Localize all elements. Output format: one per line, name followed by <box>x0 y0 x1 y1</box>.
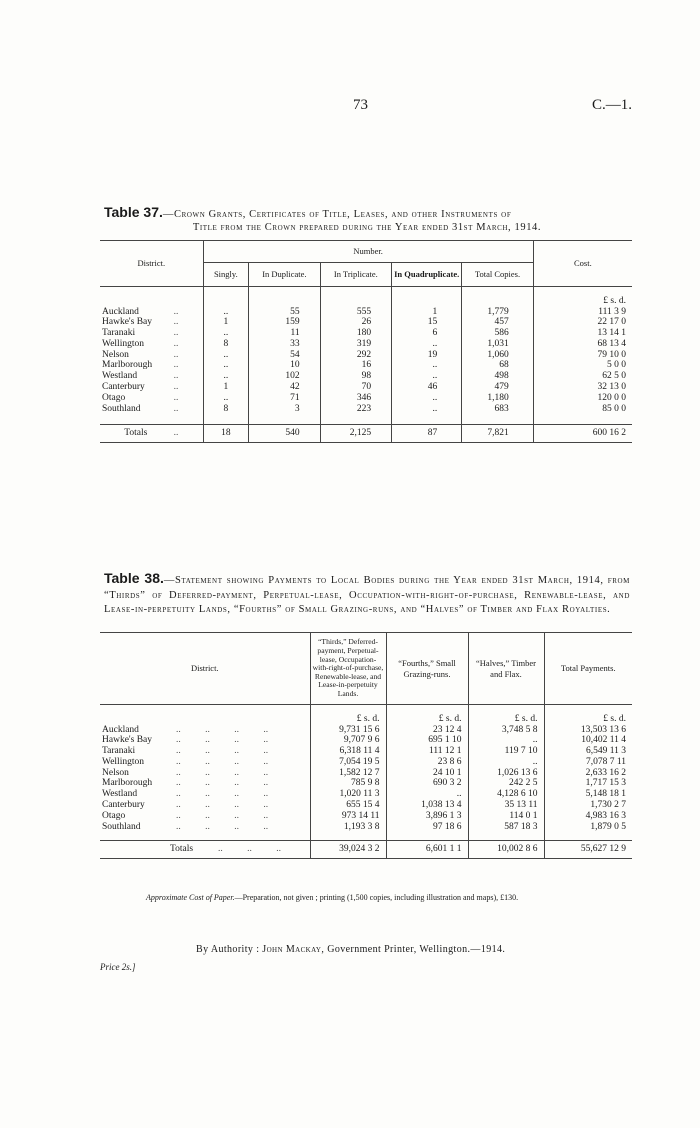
t38-total: 13,503 13 6 <box>580 724 626 735</box>
t38-leader-dots: .. .. .. .. <box>176 756 269 767</box>
t38-halves: 4,128 6 10 <box>468 789 544 800</box>
table38 <box>100 632 632 859</box>
t38-district-cell <box>100 789 310 800</box>
t37-singly: .. <box>203 360 249 371</box>
t37-duplicate: 3 <box>249 404 320 415</box>
totals-row <box>100 840 632 858</box>
t38-district: Hawke's Bay <box>102 735 152 746</box>
price: Price 2s.] <box>100 962 136 972</box>
t38-total: 4,983 16 3 <box>585 810 626 821</box>
table38-title-text: —Statement showing Payments to Local Bodies during the Year ended 31st March, 1914, from “Thirds” of Deferred-payment, Perpetual-lease, Occupation-with-right-of-purchase, Renewable-lease, and Lease-in-perpetuity Lands, “Fourths” of Small Grazing-runs, and “Halves” of Timber and Flax Royalties. <box>104 575 630 615</box>
table37-title-line2: Title from the Crown prepared during the Year ended 31st March, 1914. <box>192 222 542 233</box>
t37-singly: 8 <box>203 339 249 350</box>
t37-total-quadruplicate: 87 <box>392 424 462 442</box>
t38-district: Westland <box>102 789 138 800</box>
t38-header-thirds: “Thirds,” Deferred-payment, Perpetual-lease, Occupation-with-right-of-purchase, Renewable-lease, and Lease-in-perpetuity Lands. <box>310 633 386 705</box>
t37-cost: 85 0 0 <box>602 403 626 414</box>
t37-total-copies: 1,031 <box>462 339 534 350</box>
t37-triplicate: 319 <box>320 339 391 350</box>
t37-district: Nelson <box>102 349 129 360</box>
t37-total-triplicate: 2,125 <box>320 424 391 442</box>
t38-district-cell <box>100 746 310 757</box>
t38-header-fourths: “Fourths,” Small Grazing-runs. <box>386 633 468 705</box>
t37-triplicate: 223 <box>320 404 391 415</box>
t38-thirds: 1,020 11 3 <box>310 789 386 800</box>
t38-thirds: 1,193 3 8 <box>310 822 386 833</box>
t37-singly: .. <box>203 307 249 318</box>
t37-cost: 79 10 0 <box>597 349 626 360</box>
t37-total-copies: 457 <box>462 317 534 328</box>
t38-total: 1,879 0 5 <box>590 821 626 832</box>
table-row <box>100 339 632 350</box>
table38-label: Table 38. <box>104 570 164 586</box>
t38-district: Auckland <box>102 724 139 735</box>
t37-leader-dots: .. <box>172 371 203 382</box>
t38-units-thirds: £ s. d. <box>310 705 386 725</box>
t37-total-copies: 586 <box>462 328 534 339</box>
t38-thirds: 9,707 9 6 <box>310 735 386 746</box>
t37-leader-dots: .. <box>172 393 203 404</box>
t38-district: Otago <box>102 810 126 821</box>
authority-prefix: By Authority : <box>196 944 260 955</box>
t38-totals-label: Totals <box>170 844 194 855</box>
page-number: 73 <box>353 97 368 113</box>
t38-fourths: 24 10 1 <box>386 768 468 779</box>
t37-singly: 1 <box>203 317 249 328</box>
t37-total-copies: 68 <box>462 360 534 371</box>
t38-district: Taranaki <box>102 746 136 757</box>
t38-total-thirds: 39,024 3 2 <box>310 840 386 858</box>
table-row <box>100 328 632 339</box>
t38-district: Nelson <box>102 767 129 778</box>
table-row <box>100 757 632 768</box>
t37-singly: 8 <box>203 404 249 415</box>
t38-leader-dots: .. .. .. .. <box>176 746 269 757</box>
t37-quadruplicate: .. <box>392 339 462 350</box>
t37-district: Auckland <box>102 306 139 317</box>
table-row <box>100 735 632 746</box>
t38-header-halves: “Halves,” Timber and Flax. <box>468 633 544 705</box>
t37-header-quadruplicate: In Quadruplicate. <box>392 263 462 287</box>
t37-currency-units: £ s. d. <box>603 295 626 306</box>
table-row <box>100 768 632 779</box>
t37-triplicate: 292 <box>320 350 391 361</box>
t37-leader-dots: .. <box>172 360 203 371</box>
t37-singly: .. <box>203 393 249 404</box>
t37-duplicate: 11 <box>249 328 320 339</box>
table-row <box>100 800 632 811</box>
table-row <box>100 360 632 371</box>
t37-district: Westland <box>102 371 138 382</box>
t37-triplicate: 26 <box>320 317 391 328</box>
t37-header-number: Number. <box>203 241 533 263</box>
t38-halves: .. <box>468 757 544 768</box>
t37-district: Taranaki <box>102 328 136 339</box>
table-row <box>100 317 632 328</box>
t37-district: Otago <box>102 392 126 403</box>
t38-total: 1,730 2 7 <box>590 800 626 811</box>
table37-title-line1: —Crown Grants, Certificates of Title, Leases, and other Instruments of <box>162 209 512 220</box>
t37-triplicate: 346 <box>320 393 391 404</box>
t37-quadruplicate: .. <box>392 404 462 415</box>
t37-singly: .. <box>203 350 249 361</box>
t38-fourths: 1,038 13 4 <box>386 800 468 811</box>
document-reference: C.—1. <box>592 97 633 113</box>
t37-singly: 1 <box>203 382 249 393</box>
t37-total-singly: 18 <box>203 424 249 442</box>
t37-total-cost: 600 16 2 <box>533 424 632 442</box>
table-row <box>100 382 632 393</box>
t38-district-cell <box>100 757 310 768</box>
t37-triplicate: 98 <box>320 371 391 382</box>
t37-triplicate: 70 <box>320 382 391 393</box>
t37-leader-dots: .. <box>172 424 203 442</box>
t38-totals-label-cell <box>100 840 310 858</box>
t37-header-cost: Cost. <box>533 241 632 287</box>
t38-fourths: 690 3 2 <box>386 778 468 789</box>
t38-total: 5,148 18 1 <box>585 789 626 800</box>
t37-cost: 32 13 0 <box>597 382 626 393</box>
t37-quadruplicate: .. <box>392 360 462 371</box>
t38-thirds: 7,054 19 5 <box>310 757 386 768</box>
t38-district-cell <box>100 735 310 746</box>
t38-total: 7,078 7 11 <box>585 756 626 767</box>
t38-total-halves: 10,002 8 6 <box>468 840 544 858</box>
t38-thirds: 6,318 11 4 <box>310 746 386 757</box>
table-row <box>100 811 632 822</box>
table-row <box>100 778 632 789</box>
t38-header-total: Total Payments. <box>544 633 632 705</box>
t37-header-district: District. <box>100 241 203 287</box>
t37-triplicate: 180 <box>320 328 391 339</box>
t37-leader-dots: .. <box>172 317 203 328</box>
t37-total-copies: 1,779 <box>462 307 534 318</box>
t38-thirds: 785 9 8 <box>310 778 386 789</box>
t37-leader-dots: .. <box>172 404 203 415</box>
t38-fourths: 695 1 10 <box>386 735 468 746</box>
t37-header-singly: Singly. <box>203 263 249 287</box>
cost-of-paper-text: —Preparation, not given ; printing (1,500 copies, including illustration and maps), £130. <box>234 893 519 902</box>
t37-duplicate: 54 <box>249 350 320 361</box>
t37-leader-dots: .. <box>172 339 203 350</box>
t38-thirds: 973 14 11 <box>310 811 386 822</box>
t38-halves: 114 0 1 <box>468 811 544 822</box>
table-row <box>100 746 632 757</box>
t38-fourths: 23 8 6 <box>386 757 468 768</box>
table-row <box>100 789 632 800</box>
t38-district: Marlborough <box>102 778 153 789</box>
t37-quadruplicate: 19 <box>392 350 462 361</box>
t37-duplicate: 42 <box>249 382 320 393</box>
t38-fourths: 23 12 4 <box>386 725 468 736</box>
t37-district: Southland <box>102 403 141 414</box>
t38-district: Canterbury <box>102 800 145 811</box>
t37-quadruplicate: .. <box>392 393 462 404</box>
t38-total: 2,633 16 2 <box>585 767 626 778</box>
t37-leader-dots: .. <box>172 350 203 361</box>
t37-cost: 5 0 0 <box>607 360 626 371</box>
t38-halves: 119 7 10 <box>468 746 544 757</box>
t38-halves: .. <box>468 735 544 746</box>
table-row <box>100 822 632 833</box>
cost-of-paper-note <box>146 893 518 902</box>
table37 <box>100 240 632 443</box>
t37-total-copies-sum: 7,821 <box>462 424 534 442</box>
t37-duplicate: 102 <box>249 371 320 382</box>
t38-halves: 3,748 5 8 <box>468 725 544 736</box>
table-row <box>100 393 632 404</box>
t37-singly: .. <box>203 328 249 339</box>
t38-total-fourths: 6,601 1 1 <box>386 840 468 858</box>
t37-header-duplicate: In Duplicate. <box>249 263 320 287</box>
t38-units-fourths: £ s. d. <box>386 705 468 725</box>
printer-name: John Mackay, <box>262 944 325 955</box>
t37-cost: 22 17 0 <box>597 317 626 328</box>
t37-header-total-copies: Total Copies. <box>462 263 534 287</box>
t37-duplicate: 159 <box>249 317 320 328</box>
t38-leader-dots: .. .. .. .. <box>176 778 269 789</box>
t38-total: 6,549 11 3 <box>585 746 626 757</box>
t37-total-duplicate: 540 <box>249 424 320 442</box>
t37-cost: 13 14 1 <box>597 328 626 339</box>
t37-totals-label: Totals <box>100 424 172 442</box>
t37-duplicate: 71 <box>249 393 320 404</box>
t37-district: Wellington <box>102 338 144 349</box>
authority-suffix: Government Printer, Wellington.—1914. <box>327 944 506 955</box>
t38-units-halves: £ s. d. <box>468 705 544 725</box>
t38-district: Wellington <box>102 756 144 767</box>
t38-fourths: .. <box>386 789 468 800</box>
t38-district-cell <box>100 725 310 736</box>
t38-total: 1,717 15 3 <box>585 778 626 789</box>
t37-cost: 120 0 0 <box>597 392 626 403</box>
t37-quadruplicate: 15 <box>392 317 462 328</box>
table37-title <box>104 206 630 234</box>
t37-duplicate: 10 <box>249 360 320 371</box>
t37-triplicate: 555 <box>320 307 391 318</box>
t37-total-copies: 1,060 <box>462 350 534 361</box>
table37-label: Table 37. <box>104 204 163 220</box>
t38-units-total: £ s. d. <box>603 713 626 724</box>
t37-district: Canterbury <box>102 382 145 393</box>
t38-thirds: 1,582 12 7 <box>310 768 386 779</box>
t38-header-district: District. <box>100 633 310 705</box>
t37-total-copies: 498 <box>462 371 534 382</box>
t37-district: Hawke's Bay <box>102 317 152 328</box>
authority-line <box>196 944 505 955</box>
t38-leader-dots: .. .. .. .. <box>176 735 269 746</box>
t38-fourths: 97 18 6 <box>386 822 468 833</box>
table-row <box>100 350 632 361</box>
t37-leader-dots: .. <box>172 382 203 393</box>
table-row <box>100 404 632 415</box>
t38-district-cell <box>100 778 310 789</box>
t37-cost: 111 3 9 <box>598 306 626 317</box>
t37-cost: 62 5 0 <box>602 371 626 382</box>
t38-district-cell <box>100 822 310 833</box>
t38-leader-dots: .. .. .. .. <box>176 821 269 832</box>
table-row <box>100 307 632 318</box>
t38-thirds: 655 15 4 <box>310 800 386 811</box>
t38-halves: 242 2 5 <box>468 778 544 789</box>
t37-cost: 68 13 4 <box>597 338 626 349</box>
t38-thirds: 9,731 15 6 <box>310 725 386 736</box>
cost-of-paper-label: Approximate Cost of Paper. <box>146 893 235 902</box>
t37-quadruplicate: 46 <box>392 382 462 393</box>
t37-duplicate: 55 <box>249 307 320 318</box>
t38-district: Southland <box>102 821 141 832</box>
t37-quadruplicate: 1 <box>392 307 462 318</box>
t38-leader-dots: .. .. .. .. <box>176 724 269 735</box>
t37-header-triplicate: In Triplicate. <box>320 263 391 287</box>
t37-total-copies: 479 <box>462 382 534 393</box>
t37-district: Marlborough <box>102 360 153 371</box>
table-row <box>100 371 632 382</box>
t38-leader-dots: .. .. .. .. <box>176 800 269 811</box>
t37-leader-dots: .. <box>172 328 203 339</box>
t38-halves: 1,026 13 6 <box>468 768 544 779</box>
t37-total-copies: 1,180 <box>462 393 534 404</box>
t38-district-cell <box>100 800 310 811</box>
t38-fourths: 3,896 1 3 <box>386 811 468 822</box>
t38-fourths: 111 12 1 <box>386 746 468 757</box>
t37-triplicate: 16 <box>320 360 391 371</box>
t38-leader-dots: .. .. .. <box>218 844 281 855</box>
t38-leader-dots: .. .. .. .. <box>176 789 269 800</box>
t38-leader-dots: .. .. .. .. <box>176 810 269 821</box>
t37-quadruplicate: 6 <box>392 328 462 339</box>
t38-total: 10,402 11 4 <box>581 735 626 746</box>
t38-leader-dots: .. .. .. .. <box>176 767 269 778</box>
t37-leader-dots: .. <box>172 307 203 318</box>
t38-district-cell <box>100 811 310 822</box>
t37-duplicate: 33 <box>249 339 320 350</box>
t38-total-total: 55,627 12 9 <box>544 840 632 858</box>
t38-halves: 35 13 11 <box>468 800 544 811</box>
t37-quadruplicate: .. <box>392 371 462 382</box>
totals-row <box>100 424 632 442</box>
t38-district-cell <box>100 768 310 779</box>
table38-title <box>104 571 630 618</box>
t38-halves: 587 18 3 <box>468 822 544 833</box>
table-row <box>100 725 632 736</box>
t37-total-copies: 683 <box>462 404 534 415</box>
t37-singly: .. <box>203 371 249 382</box>
